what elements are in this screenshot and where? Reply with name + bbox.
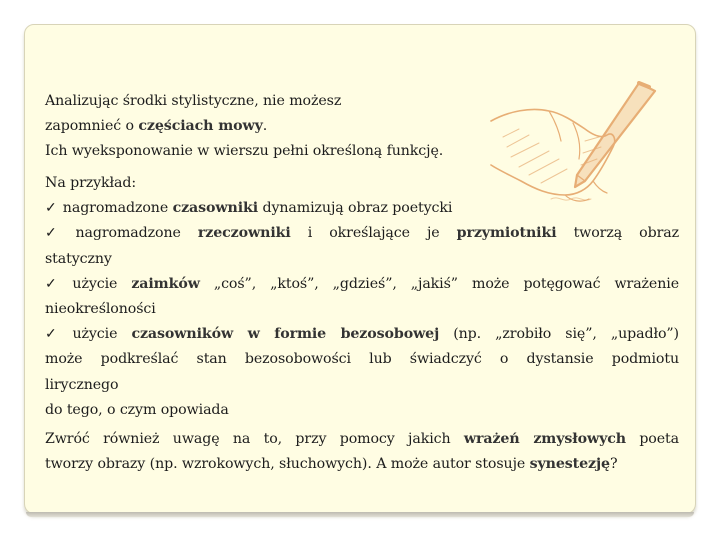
list-item-continuation: nieokreśloności: [45, 301, 156, 318]
bold-term: częściach mowy: [138, 118, 263, 135]
closing-line: tworzy obrazy (np. wzrokowych, słuchowych). A może autor stosuje synestezję?: [45, 456, 618, 473]
closing-line: Zwróć również uwagę na to, przy pomocy jakich wrażeń zmysłowych poeta: [45, 431, 679, 447]
slide-shadow-edge: [26, 512, 694, 517]
closing-paragraph: [45, 427, 679, 477]
intro-line: zapomnieć o częściach mowy.: [45, 118, 268, 135]
examples-heading: Na przykład:: [45, 175, 137, 191]
slide: [24, 24, 696, 514]
intro-line: Analizując środki stylistyczne, nie możesz: [45, 93, 342, 109]
list-item: ✓ użycie czasowników w formie bezosobowej (np. „zrobiło się”, „upadło”): [45, 326, 679, 343]
bold-term: czasowników w formie bezosobowej: [131, 326, 440, 343]
bold-term: przymiotniki: [456, 225, 557, 242]
bold-term: synestezję: [529, 456, 610, 473]
checkmark-icon: ✓: [45, 326, 67, 343]
intro-paragraph: [45, 89, 679, 165]
list-item: ✓ nagromadzone czasowniki dynamizują obraz poetycki: [45, 200, 453, 217]
list-item-continuation: do tego, o czym opowiada: [45, 401, 229, 418]
list-item-continuation: statyczny: [45, 250, 112, 267]
intro-line: Ich wyeksponowanie w wierszu pełni określoną funkcję.: [45, 143, 444, 160]
list-item: ✓ użycie zaimków „coś”, „ktoś”, „gdzieś”, „jakiś” może potęgować wrażenie: [45, 275, 679, 292]
bold-term: wrażeń zmysłowych: [463, 431, 626, 447]
list-item-continuation: lirycznego: [45, 376, 119, 393]
examples-list: [45, 171, 679, 423]
bold-term: rzeczowniki: [197, 225, 291, 242]
list-item: ✓ nagromadzone rzeczowniki i określające je przymiotniki tworzą obraz: [45, 225, 679, 242]
checkmark-icon: ✓: [45, 275, 67, 292]
list-item-continuation: może podkreślać stan bezosobowości lub świadczyć o dystansie podmiotu: [45, 351, 679, 368]
bold-term: zaimków: [131, 275, 200, 292]
bold-term: czasowniki: [172, 200, 259, 217]
checkmark-icon: ✓: [45, 225, 70, 242]
checkmark-icon: ✓: [45, 200, 57, 217]
